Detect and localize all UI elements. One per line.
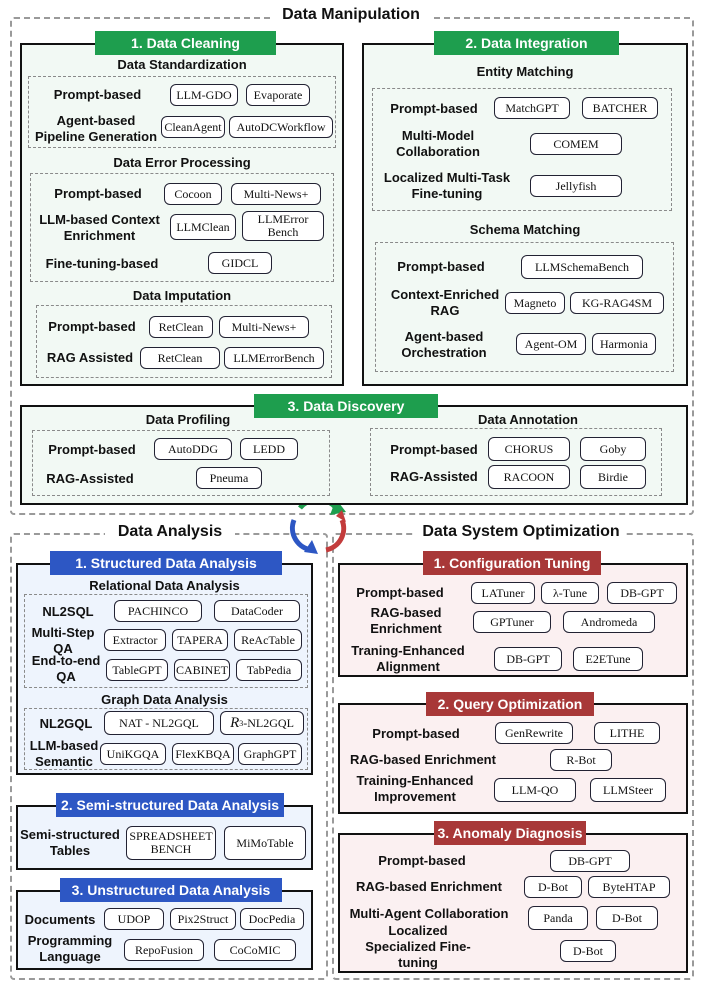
tag-d-bot-1: D-Bot bbox=[524, 876, 582, 898]
tag-retclean-2: RetClean bbox=[140, 347, 220, 369]
tag-mimotable: MiMoTable bbox=[224, 826, 306, 860]
tag-unikgqa: UniKGQA bbox=[100, 743, 166, 765]
data-standardization-title: Data Standardization bbox=[117, 57, 247, 72]
imp-rag-label: RAG Assisted bbox=[46, 350, 134, 365]
tag-gidcl: GIDCL bbox=[208, 252, 272, 274]
data-profiling-title: Data Profiling bbox=[145, 412, 231, 427]
tag-autodcworkflow: AutoDCWorkflow bbox=[229, 116, 333, 138]
tag-ledd: LEDD bbox=[240, 438, 298, 460]
ad-local-label: Localized Specialized Fine-tuning bbox=[365, 923, 471, 970]
data-system-optimization-title: Data System Optimization bbox=[416, 523, 626, 545]
qo-prompt-label: Prompt-based bbox=[372, 726, 460, 741]
tag-udop: UDOP bbox=[104, 908, 164, 930]
data-manipulation-title: Data Manipulation bbox=[270, 6, 432, 28]
tag-agent-om: Agent-OM bbox=[516, 333, 586, 355]
tag-nat-nl2gql: NAT - NL2GQL bbox=[104, 711, 214, 735]
tag-andromeda: Andromeda bbox=[563, 611, 655, 633]
tag-graphgpt: GraphGPT bbox=[238, 743, 302, 765]
data-error-processing-title: Data Error Processing bbox=[113, 155, 251, 170]
query-optimization-banner: 2. Query Optimization bbox=[426, 692, 594, 716]
tag-latuner: LATuner bbox=[471, 582, 535, 604]
semi-structured-banner: 2. Semi-structured Data Analysis bbox=[56, 793, 284, 817]
data-cleaning-banner: 1. Data Cleaning bbox=[95, 31, 276, 55]
ct-training-label: Traning-Enhanced Alignment bbox=[351, 643, 465, 674]
tag-d-bot-3: D-Bot bbox=[560, 940, 616, 962]
data-imputation-title: Data Imputation bbox=[132, 288, 232, 303]
tag-gptuner: GPTuner bbox=[473, 611, 551, 633]
tag-llmclean: LLMClean bbox=[170, 214, 236, 240]
em-prompt-label: Prompt-based bbox=[390, 101, 478, 116]
tag-goby: Goby bbox=[580, 437, 646, 461]
r3-suffix: -NL2GQL bbox=[243, 715, 294, 730]
tag-llmerrorbench: LLMErrorBench bbox=[224, 347, 324, 369]
tag-racoon: RACOON bbox=[488, 465, 570, 489]
schema-matching-title: Schema Matching bbox=[469, 222, 581, 237]
tag-llmerror-bench: LLMError Bench bbox=[242, 211, 324, 241]
tag-lambda-tune: λ-Tune bbox=[541, 582, 599, 604]
tag-tabpedia: TabPedia bbox=[236, 659, 302, 681]
ct-rag-label: RAG-based Enrichment bbox=[370, 605, 442, 636]
tag-magneto: Magneto bbox=[505, 292, 565, 314]
ad-prompt-label: Prompt-based bbox=[378, 853, 466, 868]
tag-llmschemabench: LLMSchemaBench bbox=[521, 255, 643, 279]
documents-label: Documents bbox=[24, 912, 96, 927]
data-discovery-banner: 3. Data Discovery bbox=[254, 394, 438, 418]
tag-cocomic: CoCoMIC bbox=[214, 939, 296, 961]
structured-analysis-banner: 1. Structured Data Analysis bbox=[50, 551, 282, 575]
tag-pix2struct: Pix2Struct bbox=[170, 908, 236, 930]
tag-harmonia: Harmonia bbox=[592, 333, 656, 355]
tag-llm-gdo: LLM-GDO bbox=[170, 84, 238, 106]
config-tuning-banner: 1. Configuration Tuning bbox=[423, 551, 601, 575]
tag-panda: Panda bbox=[528, 906, 588, 930]
std-prompt-label: Prompt-based bbox=[53, 87, 142, 102]
em-local-label: Localized Multi-Task Fine-tuning bbox=[383, 170, 511, 201]
r3-prefix: R bbox=[230, 714, 240, 731]
entity-matching-title: Entity Matching bbox=[476, 64, 574, 79]
tag-r-bot: R-Bot bbox=[550, 749, 612, 771]
err-prompt-label: Prompt-based bbox=[54, 186, 142, 201]
nl2gql-label: NL2GQL bbox=[39, 716, 93, 731]
tag-multi-news-plus: Multi-News+ bbox=[231, 183, 321, 205]
tag-evaporate: Evaporate bbox=[246, 84, 310, 106]
tag-jellyfish: Jellyfish bbox=[530, 175, 622, 197]
nl2sql-label: NL2SQL bbox=[42, 604, 94, 619]
tag-spreadsheet-bench: SPREADSHEET BENCH bbox=[126, 826, 216, 860]
data-analysis-title: Data Analysis bbox=[105, 523, 235, 545]
tag-kg-rag4sm: KG-RAG4SM bbox=[570, 292, 664, 314]
tag-cocoon: Cocoon bbox=[164, 183, 222, 205]
tag-docpedia: DocPedia bbox=[240, 908, 304, 930]
ct-prompt-label: Prompt-based bbox=[356, 585, 444, 600]
tag-tapera: TAPERA bbox=[172, 629, 228, 651]
tag-batcher: BATCHER bbox=[582, 97, 658, 119]
sm-rag-label: Context-Enriched RAG bbox=[390, 287, 500, 318]
tag-pachinco: PACHINCO bbox=[114, 600, 202, 622]
tag-extractor: Extractor bbox=[104, 629, 166, 651]
tag-datacoder: DataCoder bbox=[214, 600, 300, 622]
unstructured-banner: 3. Unstructured Data Analysis bbox=[60, 878, 282, 902]
sm-prompt-label: Prompt-based bbox=[397, 259, 485, 274]
tag-r3-nl2gql bbox=[220, 711, 304, 735]
tag-birdie: Birdie bbox=[580, 465, 646, 489]
relational-analysis-title: Relational Data Analysis bbox=[89, 578, 240, 593]
data-integration-banner: 2. Data Integration bbox=[434, 31, 619, 55]
tag-llmsteer: LLMSteer bbox=[590, 778, 666, 802]
llm-semantic-label: LLM-based Semantic bbox=[29, 738, 99, 769]
graph-analysis-title: Graph Data Analysis bbox=[101, 692, 228, 707]
tag-multi-news-plus-2: Multi-News+ bbox=[219, 316, 309, 338]
tag-tablegpt: TableGPT bbox=[106, 659, 168, 681]
sm-agent-label: Agent-based Orchestration bbox=[401, 329, 487, 360]
e2e-qa-label: End-to-end QA bbox=[31, 653, 101, 684]
tag-autoddg: AutoDDG bbox=[154, 438, 232, 460]
prof-rag-label: RAG-Assisted bbox=[46, 471, 134, 486]
tag-repofusion: RepoFusion bbox=[124, 939, 204, 961]
tag-e2etune: E2ETune bbox=[573, 647, 643, 671]
tag-db-gpt-2: DB-GPT bbox=[494, 647, 562, 671]
prof-prompt-label: Prompt-based bbox=[48, 442, 136, 457]
programming-language-label: Programming Language bbox=[27, 933, 113, 964]
ann-prompt-label: Prompt-based bbox=[390, 442, 478, 457]
tag-bytehtap: ByteHTAP bbox=[588, 876, 670, 898]
tag-genrewrite: GenRewrite bbox=[495, 722, 573, 744]
tag-chorus: CHORUS bbox=[488, 437, 570, 461]
tag-comem: COMEM bbox=[530, 133, 622, 155]
std-agent-label: Agent-based Pipeline Generation bbox=[34, 113, 158, 144]
tag-retclean-1: RetClean bbox=[149, 316, 213, 338]
tag-flexkbqa: FlexKBQA bbox=[172, 743, 234, 765]
ad-multi-label: Multi-Agent Collaboration bbox=[349, 906, 509, 921]
tag-cabinet: CABINET bbox=[174, 659, 230, 681]
ad-rag-label: RAG-based Enrichment bbox=[356, 879, 502, 894]
anomaly-diagnosis-banner: 3. Anomaly Diagnosis bbox=[434, 821, 586, 845]
ann-rag-label: RAG-Assisted bbox=[390, 469, 478, 484]
tag-db-gpt-3: DB-GPT bbox=[550, 850, 630, 872]
tag-lithe: LITHE bbox=[594, 722, 660, 744]
qo-training-label: Training-Enhanced Improvement bbox=[356, 773, 474, 804]
data-annotation-title: Data Annotation bbox=[478, 412, 578, 427]
r3-superscript: 3 bbox=[239, 718, 244, 728]
tag-matchgpt: MatchGPT bbox=[494, 97, 570, 119]
tag-cleanagent: CleanAgent bbox=[161, 116, 225, 138]
qo-rag-label: RAG-based Enrichment bbox=[350, 752, 496, 767]
multistep-qa-label: Multi-Step QA bbox=[31, 625, 95, 656]
err-context-label: LLM-based Context Enrichment bbox=[39, 212, 160, 243]
err-finetune-label: Fine-tuning-based bbox=[45, 256, 159, 271]
tag-pneuma: Pneuma bbox=[196, 467, 262, 489]
tag-reactable: ReAcTable bbox=[234, 629, 302, 651]
semi-structured-label: Semi-structured Tables bbox=[20, 827, 120, 858]
tag-llm-qo: LLM-QO bbox=[494, 778, 576, 802]
imp-prompt-label: Prompt-based bbox=[48, 319, 136, 334]
em-multi-label: Multi-Model Collaboration bbox=[396, 128, 480, 159]
tag-d-bot-2: D-Bot bbox=[596, 906, 658, 930]
tag-db-gpt-1: DB-GPT bbox=[607, 582, 677, 604]
